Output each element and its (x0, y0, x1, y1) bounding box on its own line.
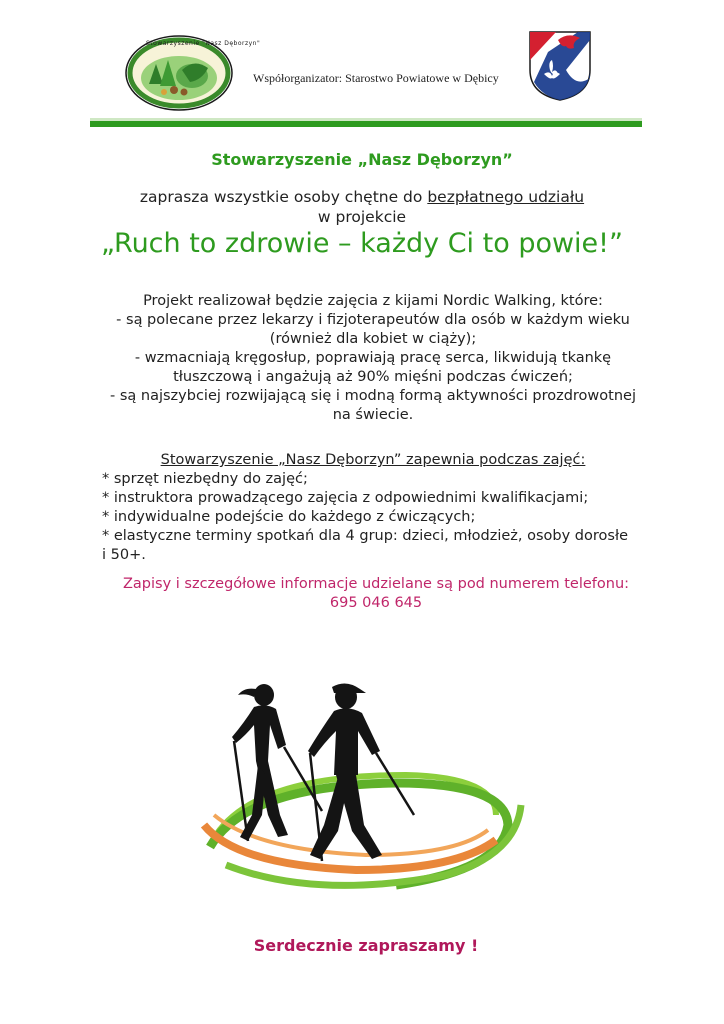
free-participation-underlined: bezpłatnego udziału (427, 188, 585, 206)
project-line: - są polecane przez lekarzy i fizjoterapeutów dla osób w każdym wieku (116, 312, 630, 328)
provides-item: i 50+. (102, 547, 146, 563)
invitation-line-1: zaprasza wszystkie osoby chętne do bezpłatnego udziału (139, 188, 585, 206)
association-logo (124, 34, 261, 112)
phone-number: 695 046 645 (329, 595, 423, 611)
invitation-text (0, 187, 724, 227)
nordic-walking-illustration (196, 665, 536, 910)
project-line: (również dla kobiet w ciąży); (269, 331, 477, 347)
closing-invitation: Serdecznie zapraszamy ! (253, 936, 479, 955)
organization-title: Stowarzyszenie „Nasz Dęborzyn” (211, 150, 513, 169)
coorganizer-text: Współorganizator: Starostwo Powiatowe w Dębicy (253, 71, 499, 85)
nordic-walkers-graphic (196, 665, 536, 910)
project-slogan: „Ruch to zdrowie – każdy Ci to powie!” (101, 228, 623, 259)
project-line: - są najszybciej rozwijającą się i modną formą aktywności prozdrowotnej (110, 388, 636, 404)
project-line: tłuszczową i angażują aż 90% mięśni podczas ćwiczeń; (173, 369, 573, 385)
project-line: Projekt realizował będzie zajęcia z kijami Nordic Walking, które: (143, 293, 603, 309)
contact-info (0, 575, 724, 613)
provides-item: * instruktora prowadzącego zajęcia z odpowiednimi kwalifikacjami; (102, 490, 589, 506)
project-line: - wzmacniają kręgosłup, poprawiają pracę serca, likwidują tkankę (134, 350, 612, 366)
county-crest (528, 30, 592, 102)
county-crest-graphic (528, 30, 592, 102)
project-description (90, 292, 656, 425)
contact-line: Zapisy i szczegółowe informacje udzielane są pod numerem telefonu: (122, 576, 630, 592)
provides-list (102, 470, 662, 565)
header-rule-main (90, 121, 642, 127)
provides-item: * indywidualne podejście do każdego z ćwiczących; (102, 509, 476, 525)
provides-item: * sprzęt niezbędny do zajęć; (102, 471, 308, 487)
project-line: na świecie. (332, 407, 414, 423)
provides-title: Stowarzyszenie „Nasz Dęborzyn” zapewnia podczas zajęć: (160, 452, 586, 468)
invitation-line-2: w projekcie (317, 208, 407, 226)
provides-item: * elastyczne terminy spotkań dla 4 grup: dzieci, młodzież, osoby dorosłe (102, 528, 628, 544)
association-logo-text: Stowarzyszenie "Nasz Dęborzyn" (146, 40, 261, 47)
